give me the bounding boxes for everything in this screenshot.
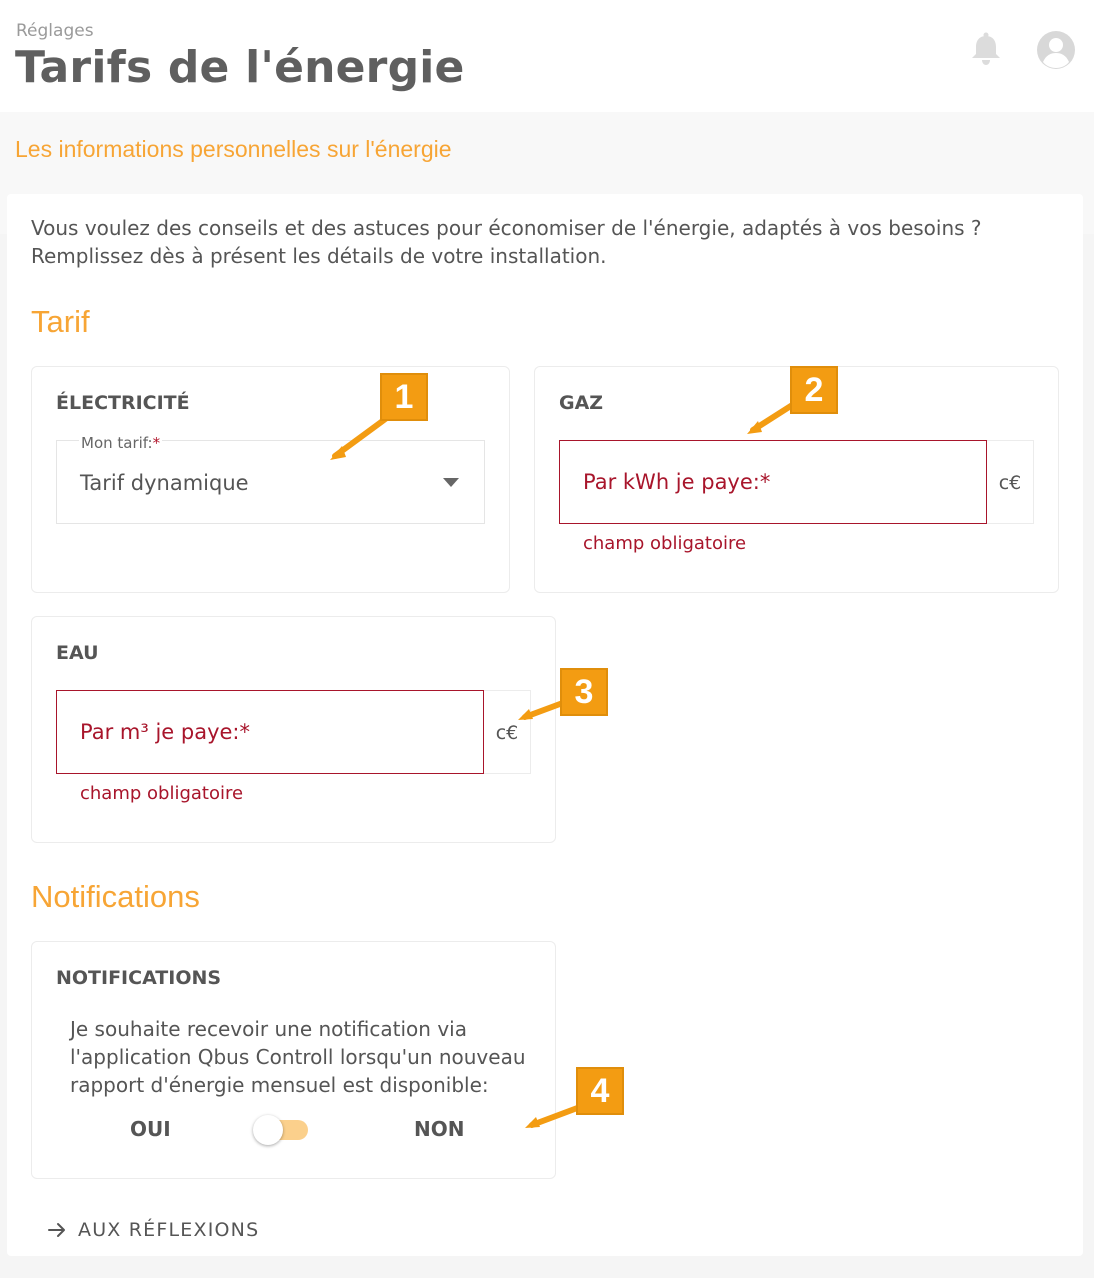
electricity-label: ÉLECTRICITÉ: [56, 392, 190, 414]
bell-icon[interactable]: [966, 30, 1006, 70]
user-avatar-icon[interactable]: [1036, 30, 1076, 70]
gas-unit: c€: [987, 440, 1034, 524]
water-unit: c€: [484, 690, 531, 774]
notifications-toggle-thumb[interactable]: [253, 1115, 283, 1145]
page-title: Tarifs de l'énergie: [15, 42, 465, 93]
callout-badge-2: 2: [790, 366, 838, 414]
notifications-label: NOTIFICATIONS: [56, 967, 222, 989]
toggle-no-label[interactable]: NON: [414, 1117, 465, 1141]
water-price-input[interactable]: [56, 690, 484, 774]
tarif-section-title: Tarif: [31, 304, 90, 339]
toggle-yes-label[interactable]: OUI: [130, 1117, 171, 1141]
water-error-message: champ obligatoire: [80, 783, 244, 804]
section-subtitle: Les informations personnelles sur l'énergie: [15, 136, 452, 162]
back-to-reflexions-link[interactable]: [46, 1216, 259, 1244]
intro-text: Vous voulez des conseils et des astuces pour économiser de l'énergie, adaptés à vos besoins ? Remplissez dès à présent les détails de votre installation.: [31, 216, 982, 268]
gas-price-input[interactable]: [559, 440, 987, 524]
back-link-label: AUX RÉFLEXIONS: [78, 1219, 260, 1241]
breadcrumb[interactable]: Réglages: [16, 21, 94, 41]
notifications-description: Je souhaite recevoir une notification via l'application Qbus Controll lorsqu'un nouveau rapport d'énergie mensuel est disponible:: [70, 1017, 526, 1097]
caret-down-icon[interactable]: [443, 478, 459, 487]
callout-badge-3: 3: [560, 668, 608, 716]
notifications-section-title: Notifications: [31, 879, 200, 914]
callout-badge-4: 4: [576, 1067, 624, 1115]
gas-error-message: champ obligatoire: [583, 533, 747, 554]
water-price-placeholder: Par m³ je paye:*: [80, 720, 250, 744]
water-label: EAU: [56, 642, 99, 664]
tariff-select[interactable]: [56, 434, 485, 524]
callout-badge-1: 1: [380, 373, 428, 421]
tariff-select-label: Mon tarif:*: [81, 434, 161, 452]
tariff-select-value: Tarif dynamique: [80, 471, 249, 495]
arrow-right-icon: [46, 1219, 68, 1241]
gas-label: GAZ: [559, 392, 604, 414]
gas-price-placeholder: Par kWh je paye:*: [583, 470, 771, 494]
